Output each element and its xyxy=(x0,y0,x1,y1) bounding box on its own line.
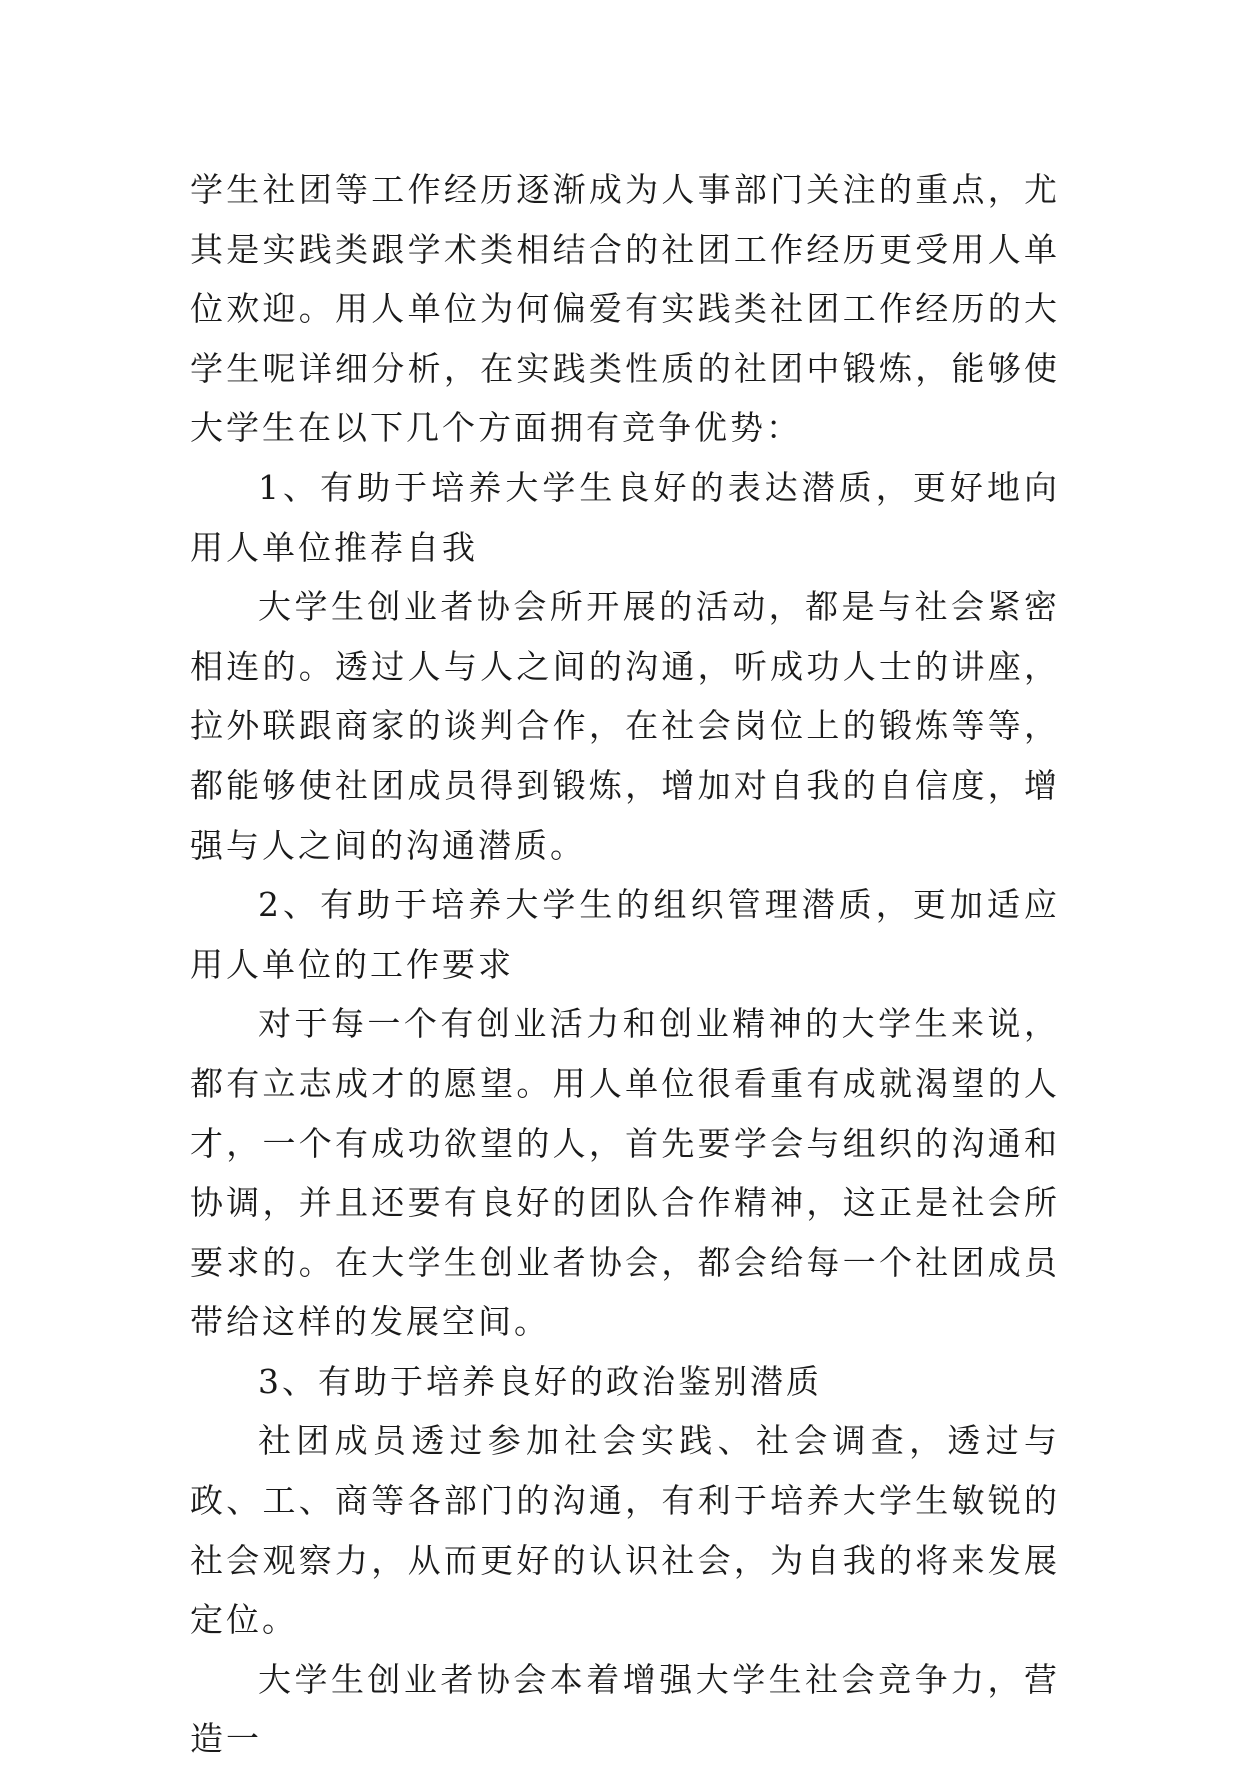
heading-point-2: 2、有助于培养大学生的组织管理潜质，更加适应用人单位的工作要求 xyxy=(190,885,1060,984)
heading-point-1: 1、有助于培养大学生良好的表达潜质，更好地向用人单位推荐自我 xyxy=(190,467,1060,567)
heading-point-3: 3、有助于培养良好的政治鉴别潜质 xyxy=(258,1361,822,1401)
paragraph-point-3: 社团成员透过参加社会实践、社会调查，透过与政、工、商等各部门的沟通，有利于培养大学生敏锐的社会观察力，从而更好的认识社会，为自我的将来发展定位。 xyxy=(190,1421,1060,1640)
document-body xyxy=(190,160,1060,1769)
paragraph-point-1: 大学生创业者协会所开展的活动，都是与社会紧密相连的。透过人与人之间的沟通，听成功人士的讲座，拉外联跟商家的谈判合作，在社会岗位上的锻炼等等，都能够使社团成员得到锻炼，增加对自我的自信度，增强与人之间的沟通潜质。 xyxy=(190,587,1060,865)
paragraph-intro: 学生社团等工作经历逐渐成为人事部门关注的重点，尤其是实践类跟学术类相结合的社团工作经历更受用人单位欢迎。用人单位为何偏爱有实践类社团工作经历的大学生呢详细分析，在实践类性质的社团中锻炼，能够使大学生在以下几个方面拥有竞争优势： xyxy=(190,170,1060,448)
paragraph-point-2: 对于每一个有创业活力和创业精神的大学生来说，都有立志成才的愿望。用人单位很看重有成就渴望的人才，一个有成功欲望的人，首先要学会与组织的沟通和协调，并且还要有良好的团队合作精神，这正是社会所要求的。在大学生创业者协会，都会给每一个社团成员带给这样的发展空间。 xyxy=(190,1004,1060,1342)
paragraph-closing: 大学生创业者协会本着增强大学生社会竞争力，营造一 xyxy=(190,1659,1060,1759)
